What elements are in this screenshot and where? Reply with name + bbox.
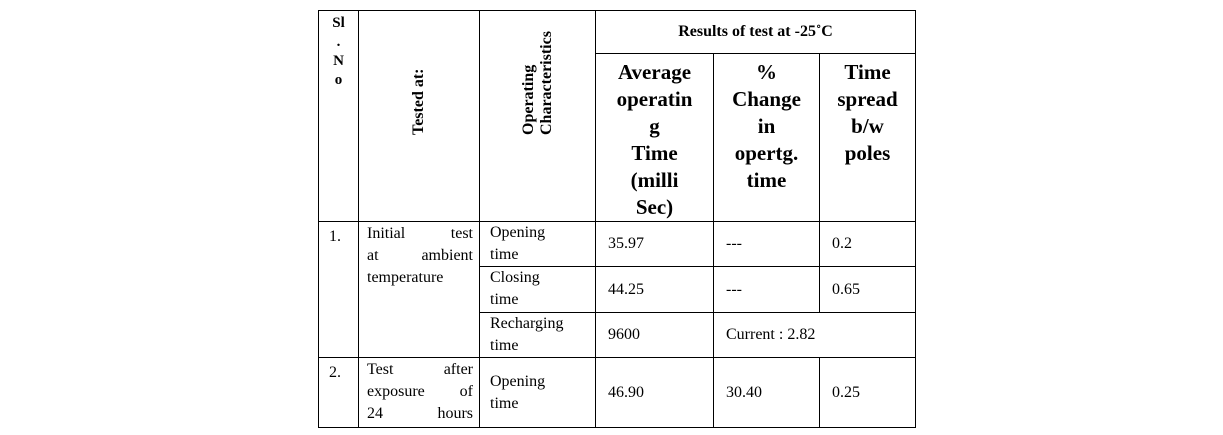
- word: temperature: [367, 269, 444, 286]
- word: Test: [367, 361, 394, 378]
- header-line: Sec): [635, 195, 674, 219]
- sl-no-char: .: [336, 34, 341, 50]
- word: hours: [437, 405, 473, 422]
- tested-at-line: [367, 245, 473, 267]
- tested-at-line: [367, 381, 473, 403]
- header-line: b/w: [851, 114, 884, 138]
- operating-characteristic-cell: [480, 222, 596, 267]
- word: ambient: [421, 247, 473, 264]
- time-spread-header: [820, 54, 916, 222]
- op-line: time: [490, 291, 519, 308]
- header-line: spread: [837, 87, 898, 111]
- sl-no-char: Sl: [332, 15, 345, 31]
- op-line: Recharging: [490, 315, 564, 332]
- word: Initial: [367, 225, 406, 242]
- avg-time-cell: 9600: [596, 313, 714, 358]
- header-line: Time: [844, 60, 891, 84]
- word: at: [367, 247, 379, 264]
- avg-time-cell: 46.90: [596, 358, 714, 428]
- tested-at-line: [367, 403, 473, 425]
- word: of: [459, 383, 473, 400]
- op-line: Opening: [490, 372, 546, 390]
- sl-no-cell: 1.: [319, 222, 359, 358]
- tested-at-cell: [359, 358, 480, 428]
- word: exposure: [367, 383, 425, 400]
- time-spread-cell: 0.2: [820, 222, 916, 267]
- results-table: [318, 10, 916, 428]
- word: test: [450, 225, 473, 242]
- tested-at-cell: [359, 222, 480, 358]
- percent-change-cell: 30.40: [714, 358, 820, 428]
- tested-at-line: [367, 267, 473, 289]
- current-merged-cell: Current : 2.82: [714, 313, 916, 358]
- header-line: g: [649, 114, 660, 138]
- tested-at-line: [367, 359, 473, 381]
- avg-time-cell: 35.97: [596, 222, 714, 267]
- time-spread-cell: 0.25: [820, 358, 916, 428]
- operating-characteristics-header: [520, 31, 556, 135]
- sl-no-char: N: [333, 53, 344, 69]
- header-line: %: [756, 60, 777, 84]
- header-line: poles: [844, 141, 891, 165]
- op-line: Closing: [490, 269, 540, 286]
- header-line: in: [757, 114, 776, 138]
- results-group-header: Results of test at -25˚C: [596, 11, 916, 54]
- op-line: time: [490, 337, 519, 354]
- header-line: Change: [732, 87, 801, 111]
- op-line: time: [490, 246, 519, 263]
- header-line: opertg.: [734, 141, 799, 165]
- table-row: [319, 222, 916, 267]
- header-line: operatin: [616, 87, 693, 111]
- op-line: Opening: [490, 224, 546, 241]
- percent-change-header: [714, 54, 820, 222]
- operating-header-line: Operating: [519, 64, 537, 135]
- operating-characteristic-cell: [480, 267, 596, 313]
- op-line: time: [490, 394, 519, 412]
- operating-characteristic-cell: [480, 358, 596, 428]
- operating-characteristic-cell: [480, 313, 596, 358]
- sl-no-header: [319, 11, 359, 222]
- header-line: time: [746, 168, 787, 192]
- operating-header-line: Characteristics: [537, 31, 555, 135]
- table-row: [319, 358, 916, 428]
- sl-no-cell: 2.: [319, 358, 359, 428]
- avg-time-cell: 44.25: [596, 267, 714, 313]
- header-line: (milli: [630, 168, 679, 192]
- word: 24: [367, 405, 383, 422]
- percent-change-cell: ---: [714, 222, 820, 267]
- sl-no-char: o: [334, 72, 343, 88]
- average-operating-time-header: [596, 54, 714, 222]
- header-line: Average: [617, 60, 692, 84]
- tested-at-header: Tested at:: [410, 68, 427, 135]
- time-spread-cell: 0.65: [820, 267, 916, 313]
- operating-characteristics-header-cell: [480, 11, 596, 222]
- tested-at-header-cell: [359, 11, 480, 222]
- tested-at-line: [367, 223, 473, 245]
- percent-change-cell: ---: [714, 267, 820, 313]
- word: after: [443, 361, 473, 378]
- header-line: Time: [631, 141, 678, 165]
